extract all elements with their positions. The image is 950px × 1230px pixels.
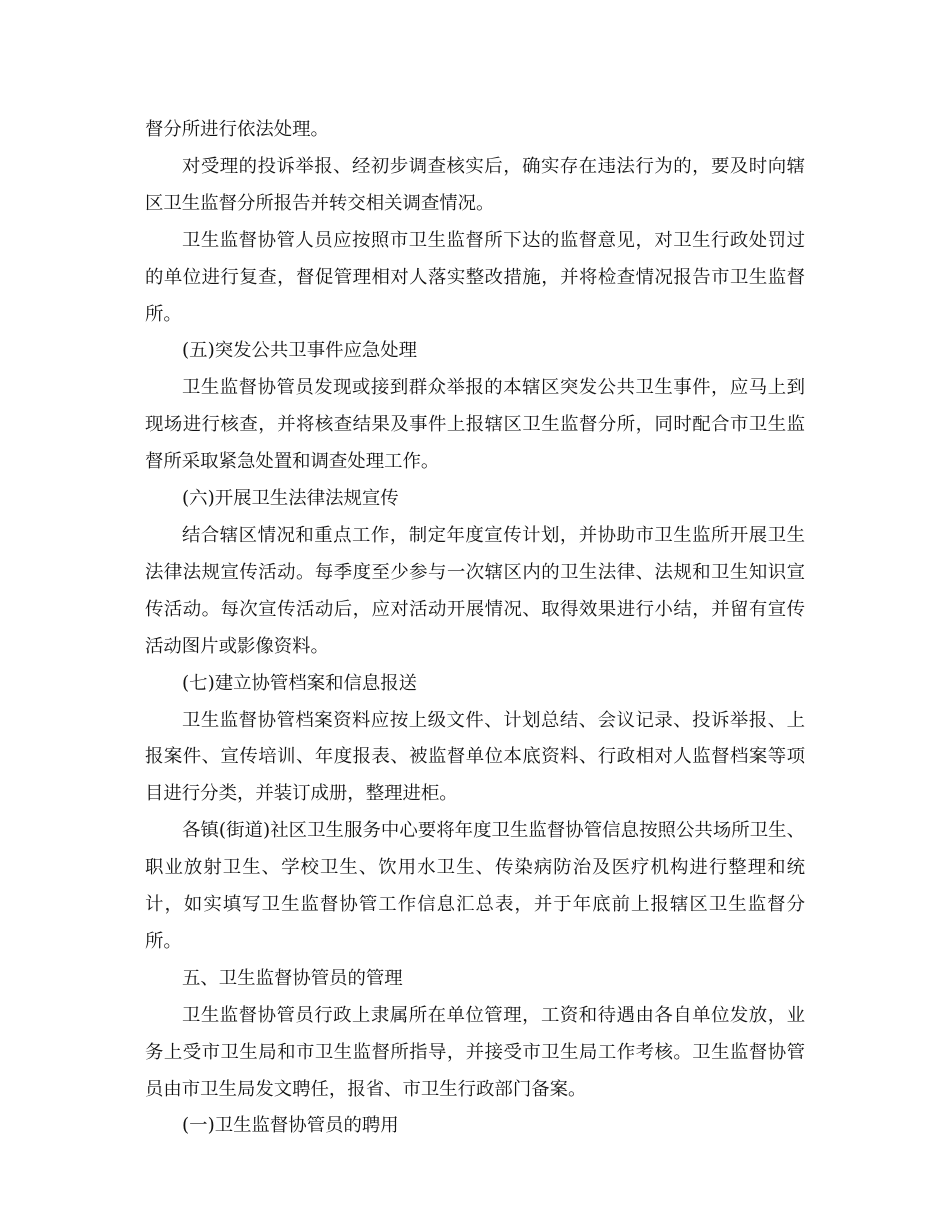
paragraph-recheck: 卫生监督协管人员应按照市卫生监督所下达的监督意见，对卫生行政处罚过的单位进行复查，督促管理相对人落实整改措施，并将检查情况报告市卫生监督所。 bbox=[145, 229, 805, 325]
paragraph-management: 卫生监督协管员行政上隶属所在单位管理，工资和待遇由各自单位发放，业务上受市卫生局和市卫生监督所指导，并接受市卫生局工作考核。卫生监督协管员由市卫生局发文聘任，报省、市卫生行政部门备案。 bbox=[145, 1004, 805, 1100]
section-heading-hiring: (一)卫生监督协管员的聘用 bbox=[182, 1115, 399, 1137]
document-body bbox=[145, 112, 805, 1145]
paragraph-complaint-handling: 对受理的投诉举报、经初步调查核实后，确实存在违法行为的，要及时向辖区卫生监督分所报告并转交相关调查情况。 bbox=[145, 155, 805, 214]
section-heading-archives: (七)建立协管档案和信息报送 bbox=[182, 672, 418, 694]
paragraph-continuation: 督分所进行依法处理。 bbox=[145, 119, 329, 140]
paragraph-publicity: 结合辖区情况和重点工作，制定年度宣传计划，并协助市卫生监所开展卫生法律法规宣传活动。每季度至少参与一次辖区内的卫生法律、法规和卫生知识宣传活动。每次宣传活动后，应对活动开展情况、取得效果进行小结，并留有宣传活动图片或影像资料。 bbox=[145, 524, 805, 657]
paragraph-archives: 卫生监督协管档案资料应按上级文件、计划总结、会议记录、投诉举报、上报案件、宣传培训、年度报表、被监督单位本底资料、行政相对人监督档案等项目进行分类，并装订成册，整理进柜。 bbox=[145, 709, 805, 805]
section-heading-emergency: (五)突发公共卫事件应急处理 bbox=[182, 340, 418, 362]
paragraph-emergency: 卫生监督协管员发现或接到群众举报的本辖区突发公共卫生事件，应马上到现场进行核查，并将核查结果及事件上报辖区卫生监督分所，同时配合市卫生监督所采取紧急处置和调查处理工作。 bbox=[145, 377, 805, 473]
paragraph-info-reporting: 各镇(街道)社区卫生服务中心要将年度卫生监督协管信息按照公共场所卫生、职业放射卫生、学校卫生、饮用水卫生、传染病防治及医疗机构进行整理和统计，如实填写卫生监督协管工作信息汇总表，并于年底前上报辖区卫生监督分所。 bbox=[145, 820, 805, 952]
section-heading-management: 五、卫生监督协管员的管理 bbox=[182, 967, 403, 989]
section-heading-publicity: (六)开展卫生法律法规宣传 bbox=[182, 488, 399, 510]
